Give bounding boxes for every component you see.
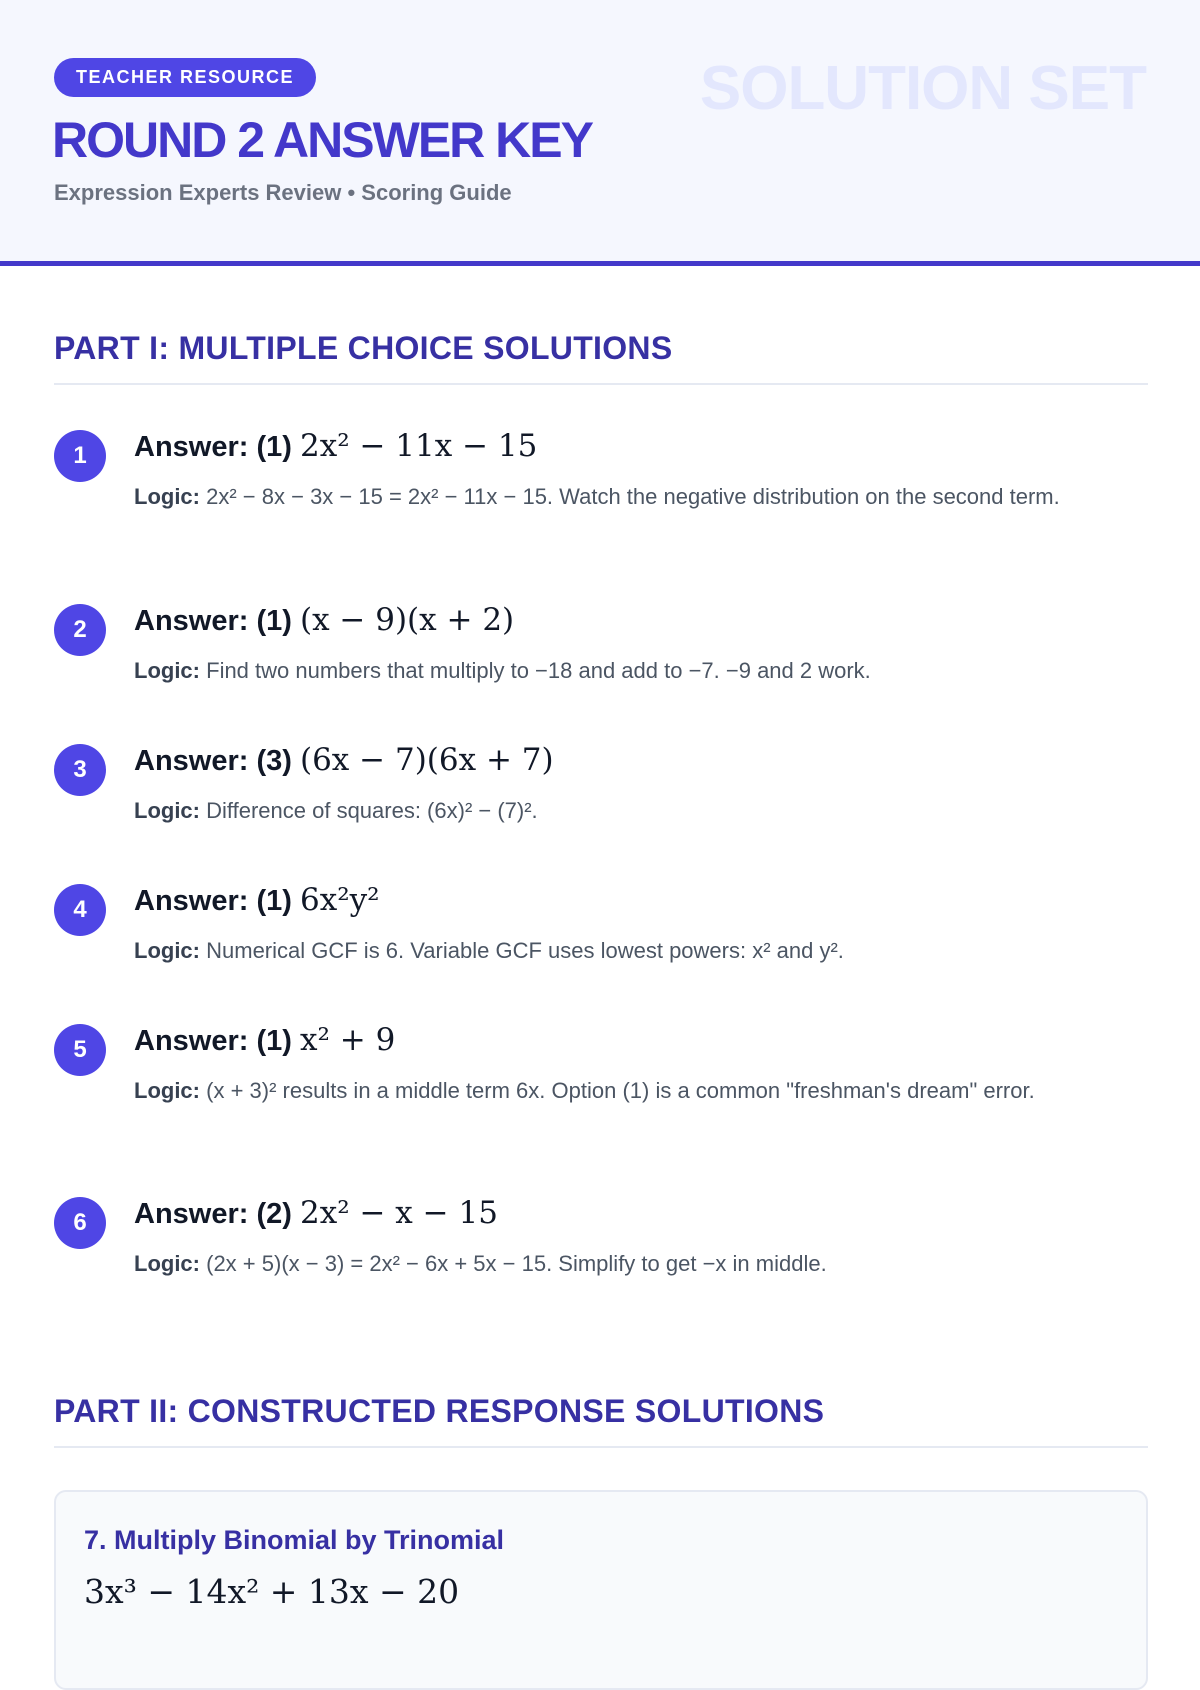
header-banner [0, 0, 1200, 266]
answer-label: Answer: (1) [134, 431, 292, 463]
logic-label: Logic: [134, 1078, 200, 1103]
part2-heading: PART II: CONSTRUCTED RESPONSE SOLUTIONS [54, 1393, 825, 1429]
logic-explanation [134, 1247, 1134, 1281]
logic-text: 2x² − 8x − 3x − 15 = 2x² − 11x − 15. Watch the negative distribution on the second term. [206, 484, 1060, 509]
logic-explanation [134, 654, 1134, 688]
answer-math: 2x² − 11x − 15 [299, 428, 538, 464]
logic-explanation [134, 794, 1134, 828]
logic-text: (x + 3)² results in a middle term 6x. Option (1) is a common "freshman's dream" error. [206, 1078, 1035, 1103]
page-subtitle: Expression Experts Review • Scoring Guide [54, 180, 512, 205]
part1-divider [54, 383, 1148, 385]
question-number-badge: 4 [54, 884, 106, 936]
part2-divider [54, 1446, 1148, 1448]
logic-text: Numerical GCF is 6. Variable GCF uses lowest powers: x² and y². [206, 938, 844, 963]
logic-explanation [134, 934, 1134, 968]
answer-label: Answer: (1) [134, 1025, 292, 1057]
answer-math: (6x − 7)(6x + 7) [299, 742, 554, 778]
question-number-badge: 3 [54, 744, 106, 796]
answer-label: Answer: (2) [134, 1198, 292, 1230]
answer-line [134, 738, 554, 783]
answer-line [134, 1191, 498, 1236]
answer-math: x² + 9 [299, 1022, 396, 1058]
answer-label: Answer: (1) [134, 605, 292, 637]
logic-label: Logic: [134, 484, 200, 509]
teacher-resource-badge: TEACHER RESOURCE [54, 58, 316, 97]
question-number-badge: 1 [54, 430, 106, 482]
part1-heading: PART I: MULTIPLE CHOICE SOLUTIONS [54, 330, 673, 366]
question-number-badge: 6 [54, 1197, 106, 1249]
logic-text: (2x + 5)(x − 3) = 2x² − 6x + 5x − 15. Simplify to get −x in middle. [206, 1251, 827, 1276]
answer-line [134, 424, 537, 469]
constructed-response-card [54, 1490, 1148, 1690]
card-answer-math: 3x³ − 14x² + 13x − 20 [84, 1572, 460, 1611]
answer-label: Answer: (3) [134, 745, 292, 777]
answer-math: 2x² − x − 15 [299, 1195, 498, 1231]
logic-label: Logic: [134, 658, 200, 683]
answer-line [134, 598, 514, 643]
logic-label: Logic: [134, 938, 200, 963]
card-title: 7. Multiply Binomial by Trinomial [84, 1525, 505, 1555]
page-title: ROUND 2 ANSWER KEY [52, 112, 592, 168]
logic-text: Find two numbers that multiply to −18 and add to −7. −9 and 2 work. [206, 658, 871, 683]
answer-math: 6x²y² [299, 882, 380, 918]
logic-label: Logic: [134, 1251, 200, 1276]
answer-line [134, 1018, 395, 1063]
solution-set-watermark: SOLUTION SET [699, 54, 1146, 123]
logic-explanation [134, 1074, 1134, 1108]
answer-math: (x − 9)(x + 2) [299, 602, 515, 638]
logic-explanation [134, 480, 1134, 514]
answer-label: Answer: (1) [134, 885, 292, 917]
logic-text: Difference of squares: (6x)² − (7)². [206, 798, 538, 823]
answer-line [134, 878, 380, 923]
logic-label: Logic: [134, 798, 200, 823]
question-number-badge: 2 [54, 604, 106, 656]
question-number-badge: 5 [54, 1024, 106, 1076]
